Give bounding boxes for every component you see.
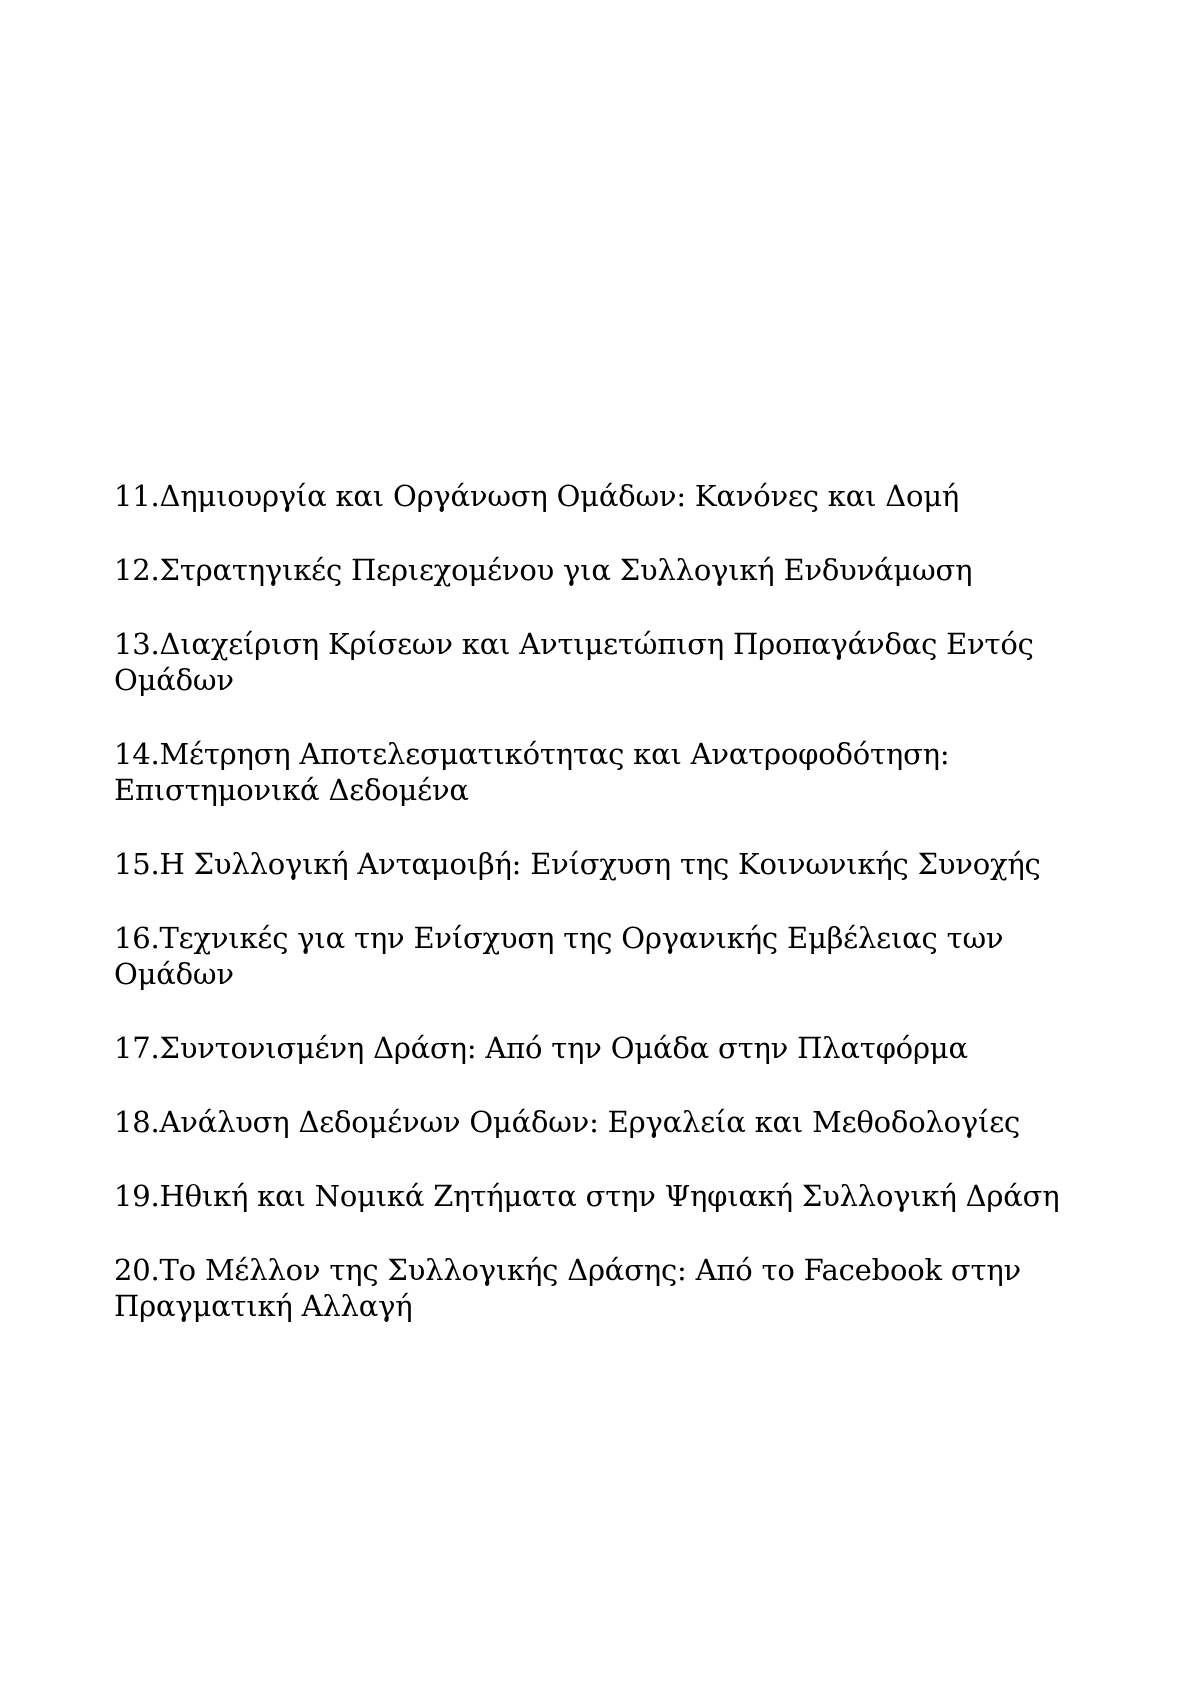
toc-item-14: 14.Μέτρηση Αποτελεσματικότητας και Ανατροφοδότηση: Επιστημονικά Δεδομένα [114, 737, 950, 807]
toc-item-11: 11.Δημιουργία και Οργάνωση Ομάδων: Κανόνες και Δομή [114, 479, 960, 513]
toc-item-15: 15.Η Συλλογική Ανταμοιβή: Ενίσχυση της Κοινωνικής Συνοχής [114, 847, 1041, 881]
toc-item-20: 20.Το Μέλλον της Συλλογικής Δράσης: Από το Facebook στην Πραγματική Αλλαγή [114, 1253, 1021, 1323]
toc-item-17: 17.Συντονισμένη Δράση: Από την Ομάδα στην Πλατφόρμα [114, 1031, 968, 1065]
table-of-contents [114, 478, 1074, 1362]
toc-item-16: 16.Τεχνικές για την Ενίσχυση της Οργανικής Εμβέλειας των Ομάδων [114, 921, 1004, 991]
toc-item-13: 13.Διαχείριση Κρίσεων και Αντιμετώπιση Προπαγάνδας Εντός Ομάδων [114, 627, 1034, 697]
toc-item-18: 18.Ανάλυση Δεδομένων Ομάδων: Εργαλεία και Μεθοδολογίες [114, 1105, 1021, 1139]
toc-item-12: 12.Στρατηγικές Περιεχομένου για Συλλογική Ενδυνάμωση [114, 553, 973, 587]
toc-item-19: 19.Ηθική και Νομικά Ζητήματα στην Ψηφιακή Συλλογική Δράση [114, 1179, 1060, 1213]
